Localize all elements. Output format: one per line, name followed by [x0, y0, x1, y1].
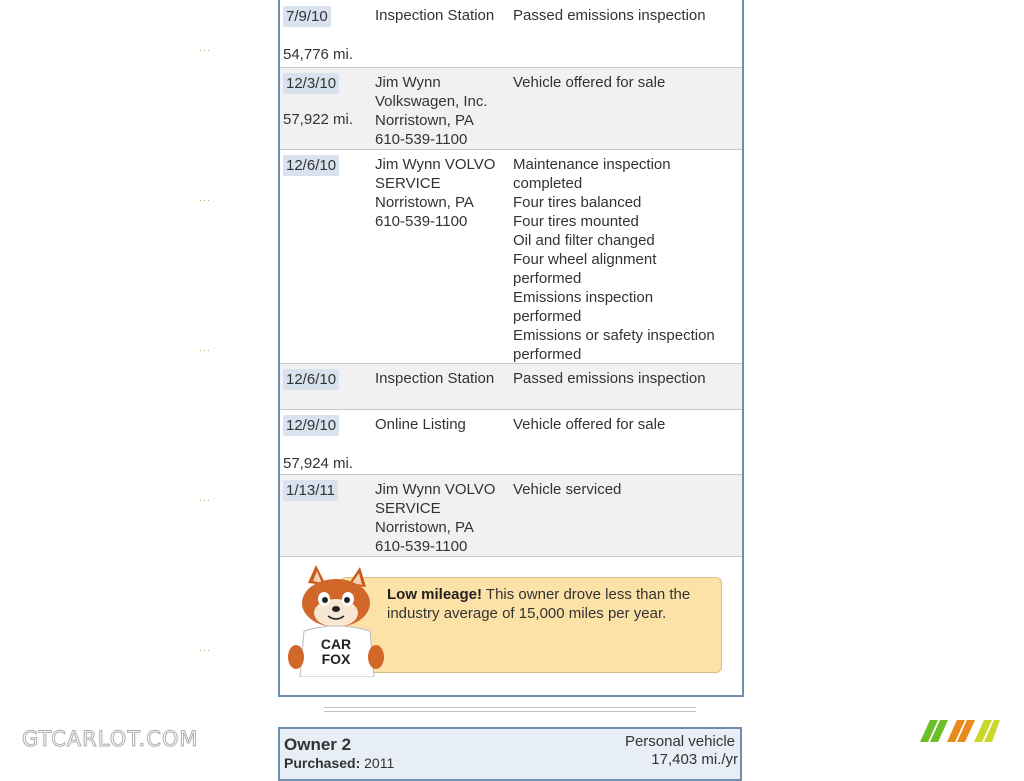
history-date: 12/6/10 [283, 155, 339, 176]
history-date: 12/6/10 [283, 369, 339, 390]
purchased-label: Purchased: [284, 755, 361, 771]
gtcarlot-stripes-logo-icon [920, 720, 1000, 742]
history-comments: Vehicle serviced [513, 481, 622, 498]
decor-dots: ··· [199, 45, 211, 55]
history-date: 12/9/10 [283, 415, 339, 436]
decor-dots: ··· [199, 645, 211, 655]
owner-title: Owner 2 [284, 735, 352, 754]
history-comments: Vehicle offered for sale [513, 416, 666, 433]
history-odometer: 57,922 mi. [283, 111, 354, 128]
callout-text [387, 585, 717, 623]
history-comments: Vehicle offered for sale [513, 74, 666, 91]
decor-dots: ··· [199, 495, 211, 505]
history-report [278, 0, 744, 697]
history-source: Inspection Station [375, 370, 495, 387]
section-divider [324, 707, 696, 712]
history-row [280, 474, 742, 556]
decor-dots: ··· [199, 345, 211, 355]
history-source: Jim Wynn VOLVO SERVICE Norristown, PA 610-539-1100 [375, 156, 496, 230]
history-comments: Passed emissions inspection [513, 7, 706, 24]
fox-shirt-text-2: FOX [321, 651, 351, 667]
fox-shirt-text-1: CAR [320, 636, 352, 652]
history-comments: Passed emissions inspection [513, 370, 706, 387]
history-date: 7/9/10 [283, 6, 331, 27]
history-row [280, 409, 742, 474]
history-row [280, 149, 742, 363]
purchased-value: 2011 [360, 755, 395, 771]
callout-box [340, 577, 722, 673]
history-odometer: 54,776 mi. [283, 46, 354, 63]
carfox-mascot-icon [286, 565, 386, 677]
history-row [280, 0, 742, 67]
gtcarlot-watermark: GTCARLOT.COM [22, 727, 199, 751]
low-mileage-callout [280, 556, 742, 695]
owner-vehicle-use: Personal vehicle [624, 733, 735, 750]
owner-2-header [278, 727, 742, 781]
owner-purchased [284, 755, 394, 771]
history-odometer: 57,924 mi. [283, 455, 354, 472]
callout-title: Low mileage! [387, 586, 483, 603]
history-date: 1/13/11 [283, 480, 338, 501]
history-source: Jim Wynn Volkswagen, Inc. Norristown, PA 610-539-1100 [375, 74, 488, 148]
owner-miles-per-year: 17,403 mi./yr [651, 751, 738, 768]
callout-body: This owner drove less than the industry average of 15,000 miles per year. [387, 586, 691, 622]
history-row [280, 363, 742, 409]
history-date: 12/3/10 [283, 73, 339, 94]
history-comments: Maintenance inspection completed Four tires balanced Four tires mounted Oil and filter changed Four wheel alignment performed Emissions inspection performed Emissions or safety inspection performed [513, 156, 715, 363]
decor-dots: ··· [199, 195, 211, 205]
history-source: Online Listing [375, 416, 466, 433]
history-source: Inspection Station [375, 7, 495, 24]
history-row [280, 67, 742, 149]
history-source: Jim Wynn VOLVO SERVICE Norristown, PA 610-539-1100 [375, 481, 496, 555]
